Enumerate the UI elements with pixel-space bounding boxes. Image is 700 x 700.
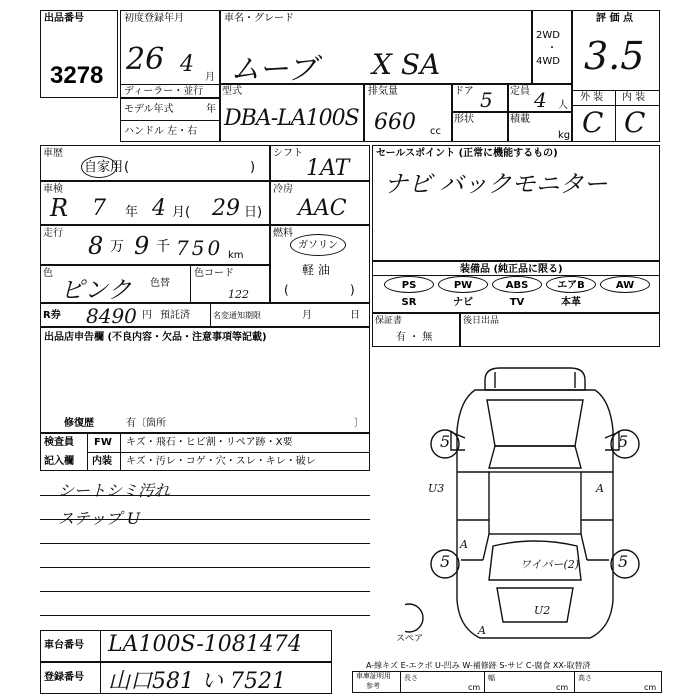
model-year-label: モデル年式 <box>124 104 174 115</box>
shaken-month: 4 <box>152 196 166 221</box>
note-rule <box>40 567 370 568</box>
spare-label: スペア <box>396 634 424 644</box>
legend-text: A-線キズ E-エクボ U-凹み W-補修跡 S-サビ C-腐食 XX-取替済 <box>366 661 591 670</box>
tire-fr: 5 <box>618 432 629 451</box>
lot-number: 3278 <box>50 62 104 89</box>
fuel-paren-open: ( <box>284 283 289 297</box>
exterior-label: 外 装 <box>580 92 604 103</box>
int-items: キズ・汚レ・コゲ・穴・スレ・キレ・破レ <box>126 456 316 467</box>
mileage-unit: km <box>228 250 244 261</box>
fuel-diesel: 軽 油 <box>302 263 330 277</box>
lot-label: 出品番号 <box>44 13 84 24</box>
equipment-item: PW <box>438 276 488 293</box>
mileage-man: 8 <box>88 232 104 260</box>
handle-label: ハンドル 左・右 <box>124 126 198 137</box>
car-name: ムーブ <box>230 52 317 87</box>
capacity: 4 <box>534 88 547 112</box>
color-label: 色 <box>43 268 53 279</box>
car-name-label: 車名・グレード <box>224 13 294 24</box>
name-change-label: 名変通知期限 <box>213 311 261 320</box>
mark-front: A <box>478 624 486 637</box>
displacement-label: 排気量 <box>368 86 398 97</box>
shaken-day-unit: 日) <box>244 205 263 220</box>
equipment-item: 本革 <box>561 297 581 308</box>
score: 3.5 <box>584 34 645 78</box>
shift-label: シフト <box>273 148 303 159</box>
displacement-unit: cc <box>430 126 441 137</box>
equipment-item <box>600 294 650 311</box>
warranty-value: 有 ・ 無 <box>396 332 433 343</box>
mark-left-side: U3 <box>428 482 445 495</box>
doors-label: ドア <box>454 86 474 97</box>
recycle-deposit: 預託済 <box>160 310 190 321</box>
capacity-unit: 人 <box>558 100 568 111</box>
length-cm: cm <box>468 683 481 692</box>
interior: C <box>624 106 646 139</box>
chassis-label: 車台番号 <box>44 640 84 651</box>
mileage-label: 走行 <box>43 228 63 239</box>
repair-value: 有〔箇所 <box>126 418 166 429</box>
fw-label: FW <box>94 437 112 448</box>
note-rule <box>40 591 370 592</box>
fw-items: キズ・飛石・ヒビ割・リペア跡・X要 <box>126 437 293 448</box>
note-rule <box>40 543 370 544</box>
history-label: 車歴 <box>43 148 63 159</box>
record-label: 記入欄 <box>44 456 74 467</box>
equipment-label: 装備品 (純正品に限る) <box>460 264 563 275</box>
color-code: 122 <box>228 288 249 301</box>
drive-dot: ・ <box>547 43 557 54</box>
grade-label: 評 価 点 <box>596 13 633 24</box>
dealer-label: ディーラー・並行 <box>124 86 204 97</box>
size-row-label-1: 車庫証明用 <box>356 672 391 680</box>
model-year-unit: 年 <box>206 104 216 115</box>
equipment-item: PS <box>384 276 434 293</box>
color: ピンク <box>60 276 132 304</box>
sales-point-text: ナビ バックモニター <box>384 170 608 198</box>
equipment-item: AW <box>600 276 650 293</box>
registration-value: 山口581 い 7521 <box>108 669 286 694</box>
note-line-1: シートシミ汚れ <box>58 481 171 500</box>
equipment-item: TV <box>509 297 525 308</box>
shaken-year: 7 <box>92 196 106 221</box>
size-table <box>352 671 662 693</box>
mileage-thousands: 9 <box>134 232 150 260</box>
tire-fl: 5 <box>440 432 451 451</box>
note-rule <box>40 615 370 616</box>
registration-label: 登録番号 <box>44 672 84 683</box>
fuel-paren-close: ) <box>350 283 355 297</box>
recycle-amount: 8490 <box>86 304 137 328</box>
mark-wiper: ワイパー(2) <box>520 558 580 571</box>
recycle-yen: 円 <box>142 310 152 321</box>
chassis-value: LA100S-1081474 <box>108 632 302 657</box>
width-label: 幅 <box>488 674 495 682</box>
equipment-grid <box>384 276 656 312</box>
declaration-label: 出品店申告欄 (不良内容・欠品・注意事項等記載) <box>44 332 267 343</box>
model-code: DBA-LA100S <box>224 106 359 131</box>
sales-point-label: セールスポイント (正常に機能するもの) <box>376 148 558 159</box>
equipment-item: ABS <box>492 276 542 293</box>
equipment-item: SR <box>401 297 417 308</box>
equipment-item: ナビ <box>453 297 473 308</box>
interior-label: 内 装 <box>622 92 646 103</box>
repair-close: 〕 <box>354 418 364 429</box>
first-reg-month: 4 <box>180 52 194 77</box>
month-label: 月 <box>302 310 312 321</box>
car-grade: X SA <box>372 48 441 81</box>
note-line-2: ステップ U <box>58 509 141 528</box>
load-unit: kg <box>558 130 571 141</box>
shaken-year-unit: 年 <box>125 205 139 220</box>
shaken-era: R <box>50 194 69 222</box>
fuel-gasoline: ガソリン <box>298 240 338 251</box>
color-change-label: 色替 <box>150 278 170 289</box>
recycle-label: R券 <box>43 310 61 321</box>
fuel-label: 燃料 <box>273 228 293 239</box>
int-label: 内装 <box>92 456 112 467</box>
mileage-sen-unit: 千 <box>156 239 170 255</box>
history-box <box>40 145 270 181</box>
history-paren-close: ) <box>250 160 256 175</box>
mark-rear-left: A <box>460 538 468 551</box>
capacity-label: 定員 <box>510 86 530 97</box>
length-label: 長さ <box>404 674 418 682</box>
size-row-label-2: 参考 <box>366 682 380 690</box>
shaken-day: 29 <box>212 196 240 221</box>
type-label: 型式 <box>222 86 242 97</box>
shift: 1AT <box>306 156 350 181</box>
first-reg-label: 初度登録年月 <box>124 13 184 24</box>
drive-2wd: 2WD <box>536 30 560 41</box>
inspector-label: 検査員 <box>44 437 74 448</box>
sales-point-box <box>372 145 660 261</box>
history-paren-open: ( <box>124 160 130 175</box>
repair-label: 修復歴 <box>64 418 94 429</box>
exterior: C <box>582 106 604 139</box>
mileage-man-unit: 万 <box>110 239 124 255</box>
first-reg-month-unit: 月 <box>205 72 215 83</box>
first-reg-year: 26 <box>126 42 165 77</box>
tire-rr: 5 <box>618 552 629 571</box>
height-cm: cm <box>644 683 657 692</box>
mark-rear: U2 <box>534 604 551 617</box>
mileage-rest: 750 <box>176 236 224 260</box>
later-label: 後日出品 <box>463 316 500 326</box>
displacement: 660 <box>374 110 416 135</box>
shaken-month-unit: 月( <box>172 205 191 220</box>
shaken-label: 車検 <box>43 184 63 195</box>
mark-right-side: A <box>596 482 604 495</box>
ac-label: 冷房 <box>273 184 293 195</box>
history: 自家用 <box>84 160 124 175</box>
ac: AAC <box>298 196 347 221</box>
equipment-item: エアB <box>546 276 596 293</box>
drive-4wd: 4WD <box>536 56 560 67</box>
warranty-label: 保証書 <box>375 316 403 326</box>
shape-label: 形状 <box>454 114 474 125</box>
color-code-label: 色コード <box>194 268 234 279</box>
doors: 5 <box>480 88 493 112</box>
width-cm: cm <box>556 683 569 692</box>
day-label: 日 <box>350 310 360 321</box>
load-label: 積載 <box>510 114 530 125</box>
tire-rl: 5 <box>440 552 451 571</box>
height-label: 高さ <box>578 674 592 682</box>
